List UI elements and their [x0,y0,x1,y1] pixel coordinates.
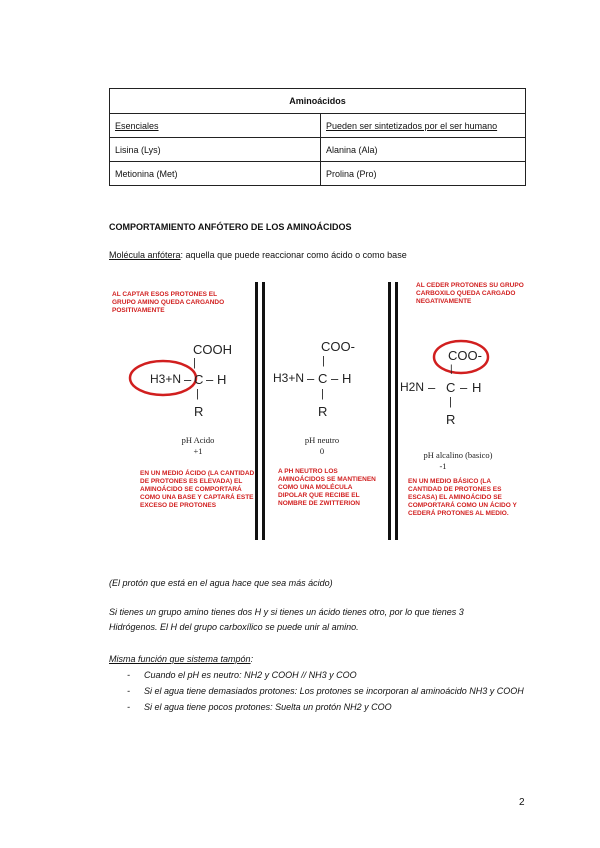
table-cell: Alanina (Ala) [321,138,526,162]
table-cell: Metionina (Met) [110,162,321,186]
basic-r-group: R [446,412,456,427]
basic-bond-down: | [449,396,452,408]
neutral-bottom-note: A PH NEUTRO LOS AMINOÁCIDOS SE MANTIENEN COMO UNA MOLÉCULA DIPOLAR QUE RECIBE EL NOMBRE DE ZWITTERION [278,468,376,507]
table-title: Aminoácidos [110,89,526,114]
separator-bar [255,282,258,540]
acid-amino: H3+N [150,372,182,386]
acid-ph-value: +1 [193,446,203,456]
acid-bond-up: | [193,357,196,369]
amphoteric-definition [109,250,407,260]
neutral-dash-2: – [331,371,339,386]
neutral-ph-label: pH neutro [304,435,340,445]
list-item: - Si el agua tiene pocos protones: Suelta un protón NH2 y COO [109,699,539,715]
neutral-bond-down: | [321,388,324,400]
neutral-c-atom: C [318,371,328,386]
list-item: - Cuando el pH es neutro: NH2 y COOH // NH3 y COO [109,667,539,683]
buffer-list [109,667,539,715]
acid-top-note: AL CAPTAR ESOS PROTONES EL GRUPO AMINO QUEDA CARGANDO POSITIVAMENTE [112,291,225,314]
basic-ph-label: pH alcalino (basico) [423,450,493,460]
basic-bond-up: | [450,364,453,375]
buffer-title: Misma función que sistema tampón [109,654,251,664]
acid-bottom-note: EN UN MEDIO ÁCIDO (LA CANTIDAD DE PROTONES ES ELEVADA) EL AMINOÁCIDO SE COMPORTARÁ COMO UNA BASE Y CAPTARÁ ESTE EXCESO DE PROTONES [140,470,255,509]
acid-c-atom: C [194,372,204,387]
table-row [110,162,526,186]
neutral-r-group: R [318,404,328,419]
proton-water-note: (El protón que está en el agua hace que sea más ácido) [109,578,333,588]
basic-dash-2: – [460,380,468,395]
separator-bar [262,282,265,540]
basic-dash-1: – [428,380,436,395]
col-synthesized-header: Pueden ser sintetizados por el ser humano [321,114,526,138]
amphoteric-term: Molécula anfótera [109,250,181,260]
separator-bar [388,282,391,540]
list-item: - Si el agua tiene demasiados protones: Los protones se incorporan al aminoácido NH3 y COOH [109,683,539,699]
neutral-ph-value: 0 [319,446,325,456]
acid-dash-2: – [206,372,214,387]
separator-bar [395,282,398,540]
hydrogens-note-line2: Hidrógenos. El H del grupo carboxílico se puede unir al amino. [109,622,359,632]
acid-bond-down: | [196,388,199,400]
basic-carboxyl: COO- [448,348,482,363]
basic-h-atom: H [472,380,482,395]
amphoteric-text: : aquella que puede reaccionar como ácido o como base [180,250,407,260]
page-number: 2 [519,797,525,808]
neutral-h-atom: H [342,371,352,386]
buffer-colon: : [250,654,254,664]
table-cell: Lisina (Lys) [110,138,321,162]
amino-acids-table [109,88,526,186]
acid-carboxyl: COOH [193,342,232,357]
neutral-carboxyl: COO- [321,339,355,354]
section-heading: COMPORTAMIENTO ANFÓTERO DE LOS AMINOÁCIDOS [109,222,352,232]
acid-r-group: R [194,404,204,419]
basic-bottom-note: EN UN MEDIO BÁSICO (LA CANTIDAD DE PROTONES ES ESCASA) EL AMINOÁCIDO SE COMPORTARÁ COMO UN ÁCIDO Y CEDERÁ PROTONES AL MEDIO. [408,478,517,517]
neutral-bond-up: | [322,355,325,367]
hydrogens-note-line1: Si tienes un grupo amino tienes dos H y si tienes un ácido tienes otro, por lo que tienes 3 [109,607,464,617]
acid-h-atom: H [217,372,227,387]
neutral-amino: H3+N [273,371,305,385]
col-essential-header: Esenciales [110,114,321,138]
basic-ph-value: -1 [439,461,447,471]
neutral-dash-1: – [307,371,315,386]
basic-top-note: AL CEDER PROTONES SU GRUPO CARBOXILO QUEDA CARGADO NEGATIVAMENTE [416,282,524,305]
amphoteric-diagram [110,280,530,542]
table-row [110,138,526,162]
acid-ph-label: pH Acido [181,435,215,445]
buffer-section [109,651,539,715]
basic-c-atom: C [446,380,456,395]
basic-amino: H2N [400,380,425,394]
table-cell: Prolina (Pro) [321,162,526,186]
acid-dash-1: – [184,372,192,387]
